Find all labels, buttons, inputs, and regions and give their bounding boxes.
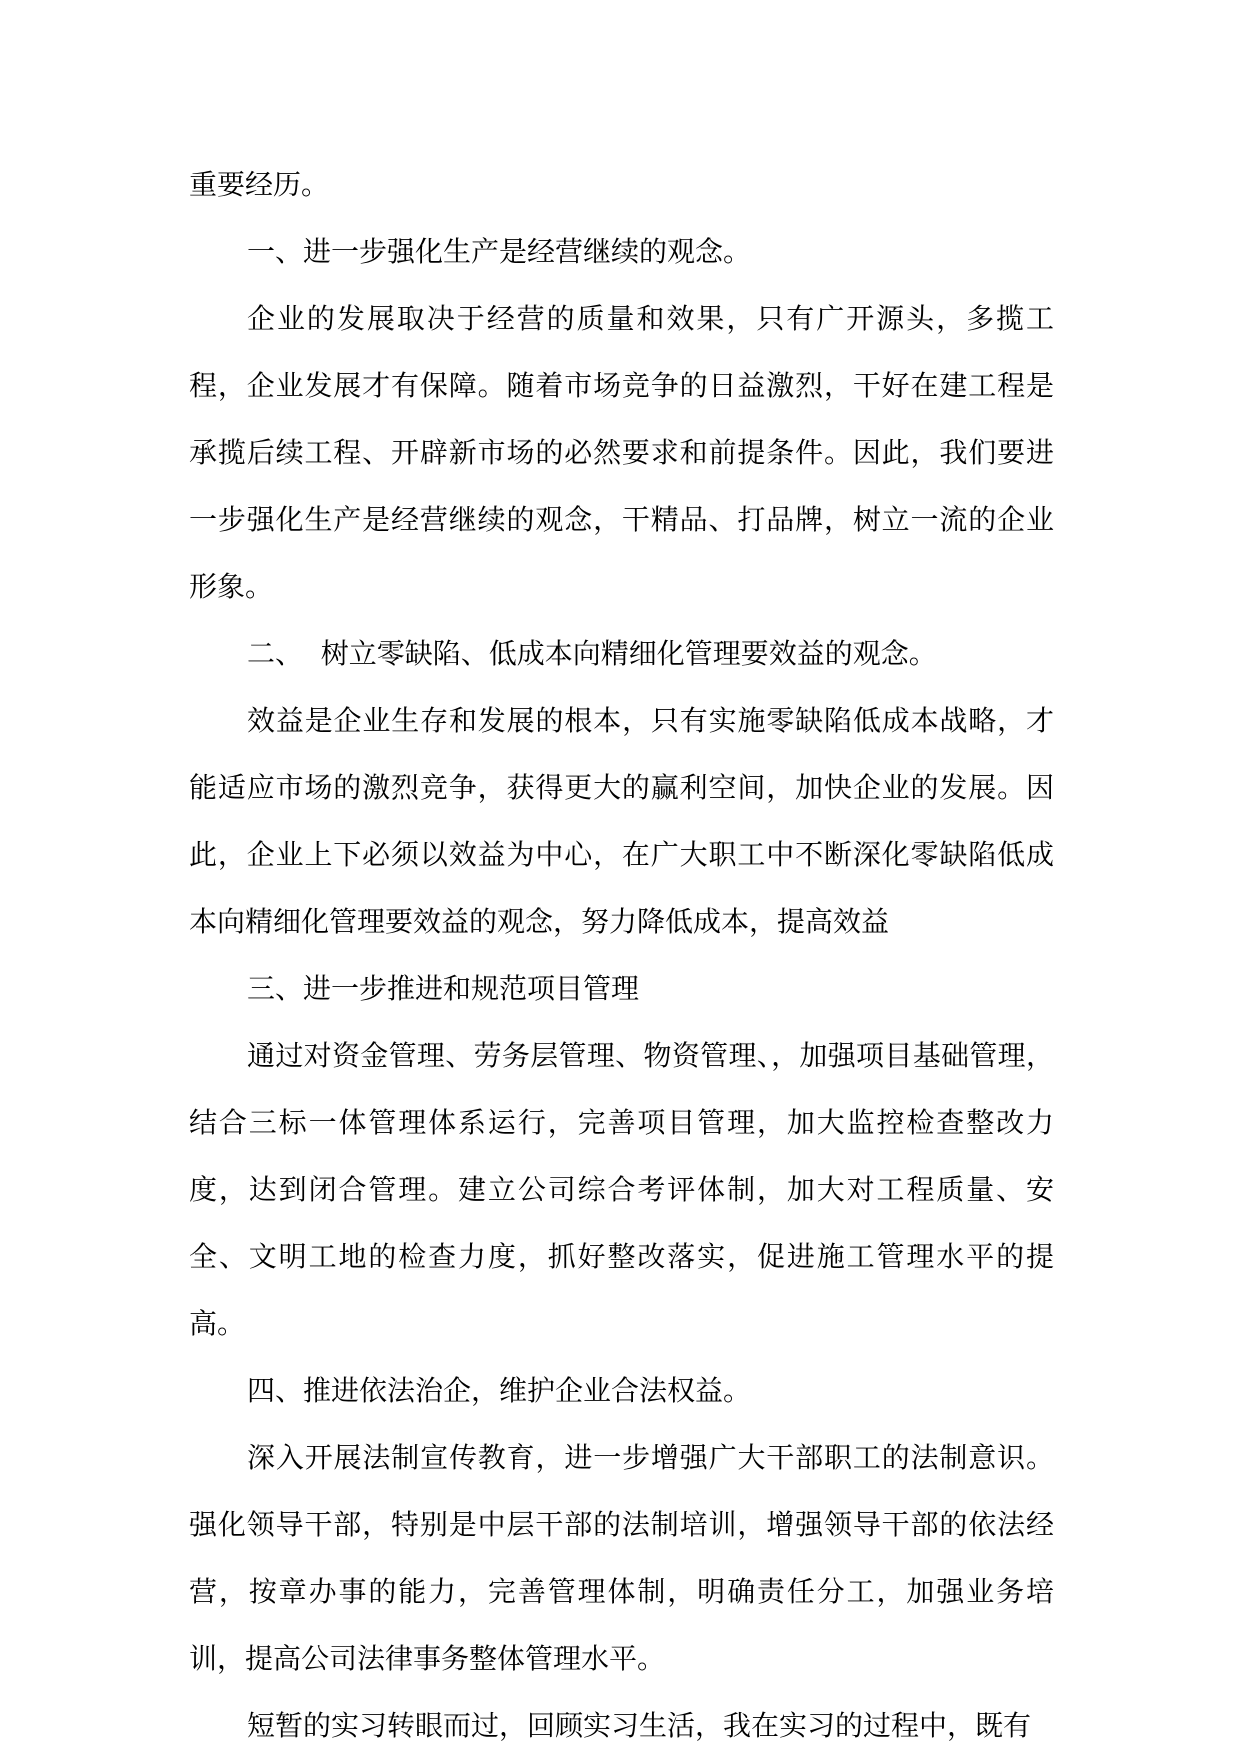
paragraph-section-2: 效益是企业生存和发展的根本，只有实施零缺陷低成本战略，才能适应市场的激烈竞争，获得更大的赢利空间，加快企业的发展。因此，企业上下必须以效益为中心，在广大职工中不断深化零缺陷低成本向精细化管理要效益的观念，努力降低成本，提高效益: [189, 704, 1054, 938]
heading-section-1: 一、进一步强化生产是经营继续的观念。: [247, 235, 752, 268]
paragraph-section-4: 深入开展法制宣传教育，进一步增强广大干部职工的法制意识。强化领导干部，特别是中层干部的法制培训，增强领导干部的依法经营，按章办事的能力，完善管理体制，明确责任分工，加强业务培训，提高公司法律事务整体管理水平。: [189, 1441, 1054, 1675]
paragraph-section-3: 通过对资金管理、劳务层管理、物资管理、，加强项目基础管理，结合三标一体管理体系运行，完善项目管理，加大监控检查整改力度，达到闭合管理。建立公司综合考评体制，加大对工程质量、安全、文明工地的检查力度，抓好整改落实，促进施工管理水平的提高。: [189, 1039, 1054, 1340]
paragraph-closing: 短暂的实习转眼而过，回顾实习生活，我在实习的过程中，既有: [247, 1709, 1032, 1742]
heading-section-2: 二、 树立零缺陷、低成本向精细化管理要效益的观念。: [247, 637, 937, 670]
paragraph-continuation: 重要经历。: [189, 168, 330, 201]
paragraph-section-1: 企业的发展取决于经营的质量和效果，只有广开源头，多揽工程，企业发展才有保障。随着市场竞争的日益激烈，干好在建工程是承揽后续工程、开辟新市场的必然要求和前提条件。因此，我们要进一步强化生产是经营继续的观念，干精品、打品牌，树立一流的企业形象。: [189, 302, 1054, 603]
heading-section-3: 三、进一步推进和规范项目管理: [247, 972, 640, 1005]
document-body: [189, 151, 1054, 1759]
heading-section-4: 四、推进依法治企，维护企业合法权益。: [247, 1374, 752, 1407]
